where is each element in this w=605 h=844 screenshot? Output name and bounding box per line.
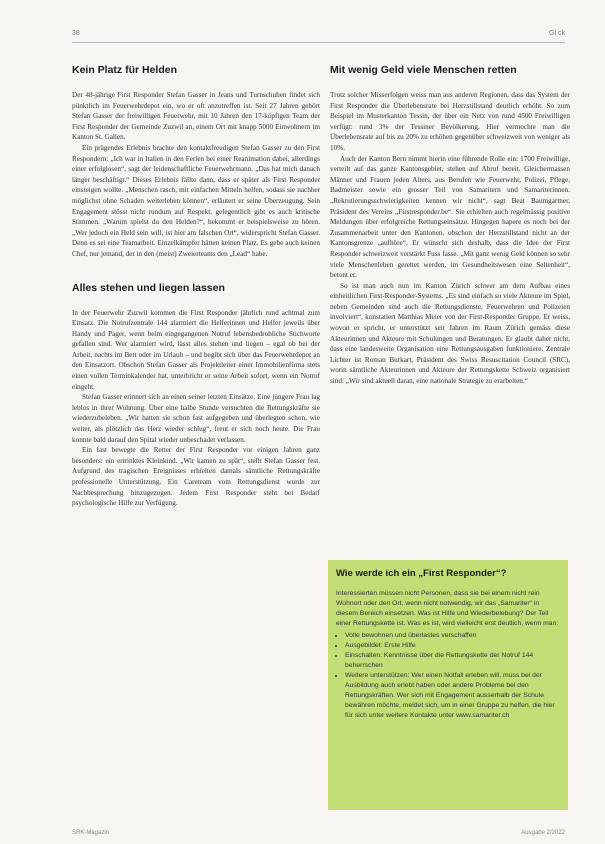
list-item: • Einschalten: Kenntnisse über die Rettungskette der Notruf 144 beherrschen [345,651,560,671]
paragraph: Trotz solcher Misserfolgen weiss man aus anderen Regionen, dass das System der First Responder die Überlebensrate bei Herzstillstand deutlich erhöht. So zum Beispiel im Musterkanton Tessin, der über ein Netz von rund 4500 Freiwilligen verfügt: rund 3% der Tessiner Bevölkerung. Hier vermochte man die Überlebensrate auf bis zu 20% zu erhöhen gegenüber schweizweit von weniger als 10%. [330,91,570,152]
list-item: • Volle bewohnen und überlastes verschaffen [345,631,560,641]
left-column [72,64,320,509]
section-heading: Kein Platz für Helden [72,64,178,76]
footer-left: SRK-Magazin [72,830,110,836]
top-rule [72,42,565,43]
footer-right: Ausgabe 2/2022 [521,830,565,836]
section-heading: Mit wenig Geld viele Menschen retten [330,64,517,76]
list-item: • Weitere unterstützen: Wer einen Notfall erleben will, muss bei der Ausbildung auch erlebt haben oder andere Probleme bei den Rettungskräften. Wer sich mit Engagement ausserhalb der Schule bewähren möchte, meldet sich, um in einer Gruppe zu helfen, die hier für sich unter weitere Kontakte unter www.samariter.ch [345,671,560,721]
right-column [330,64,570,387]
paragraph: Auch der Kanton Bern nimmt hierin eine führende Rolle ein: 1700 Freiwillige, verteilt auf das ganze Kantonsgebiet, stehen auf Abruf bereit. Gleichermassen Männer und Frauen jeden Alters, aus Berufen wie Feuerwehr, Polizei, Pflege, Badmeister sowie ein grosser Teil von Samaritern und Samariterinnen. „Rekrutierungsschwierigkeiten kennen wir nicht“, sagt Beat Baumgartner, Präsident des Vereins „Firstresponder.be“. Sie erhielten auch regelmässig positive Meldungen über erfolgreiche Rettungseinsätze. Hingegen hapere es noch bei der Zusammenarbeit unter den Kantonen, obschon der Herzstillstand nicht an der Kantonsgrenze „aufhöre“. Er wünscht sich deshalb, dass die Idee der First Responder schweizweit verstärkt Fuss fasse. „Mit ganz wenig Geld können so sehr viele Menschenleben gerettet werden, im Gesundheitswesen eine Seltenheit“, betont er. [330,154,570,280]
paragraph: In der Feuerwehr Zuzwil kommen die First Responder jährlich rund achtmal zum Einsatz. Die Notrufzentrale 144 alarmiert die Helferinnen und Helfer jeweils über Handy und Pager, wenn beim eingegangenen Notruf lebensbedrohliche Stichworte gefallen sind. Wer alarmiert wird, lässt alles stehen und liegen – egal ob bei der Arbeit, nachts im Bett oder im Urlaub – und begibt sich über das Feuerwehrdepot an den Einsatzort. Obschon Stefan Gasser als Projektleiter einer Immobilienfirma stets einen vollen Terminkalender hat, unterbricht er seine Arbeit sofort, wenn ein Notruf eingeht. [72,308,320,391]
info-box-intro: Interessierten müssen nicht Personen, dass sie bei einem nicht rein Wohnort oder den Ort, wenn nicht notwendig, wir das „Samariter“ in diesem Bereich einsetzen. Was ist Hilfe und Wiederbelebung? Der Teil einer Rettungskette ist. Was es ist, wird vielleicht erst deutlich, wenn man: [336,590,559,627]
paragraph: Ein prägendes Erlebnis brachte den kontaktfreudigen Stefan Gasser zu den First Respondern: „Ich war in Italien in den Ferien bei einer Reanimation dabei, allerdings einer erfolglosen“, sagt der leidenschaftliche Feuerwehrmann. „Das hat mich danach länger beschäftigt.“ Dieses Erlebnis fällte dann, dass er später als First Responder einsteigen wollte. „Menschen rasch, mit einfachen Mitteln helfen, sodass sie nachher möglichst ohne Schaden weiterleben können“, erläutert er seine Überzeugung. Sein Engagement stösst nicht rundum auf Respekt, gelegentlich gibt es auch kritische Stimmen. „Warum spielst du den Helden?“, bekommt er beispielsweise zu hören. „Wer jedoch ein Held sein will, ist hier am falschen Ort“, widerspricht Stefan Gasser. Denn es sei eine Teamarbeit. Einzelkämpfer hätten keinen Platz. Es gebe auch keinen Chef, nur jemand, der in den (meist) Zweierteams den „Lead“ habe. [72,143,320,258]
paragraph: Der 48-jährige First Responder Stefan Gasser in Jeans und Turnschuhen findet sich pünktlich im Feuerwehrdepot ein, wo er oft anzutreffen ist. Seit 27 Jahren gehört Stefan Gasser der freiwilligen Feuerwehr, mit 10 Jahren den 17-köpfigen Team der First Responder der Gemeinde Zuzwil an, einem Ort mit knapp 5000 Einwohnern im Kanton St. Gallen. [72,91,320,142]
page-number: 38 [72,30,80,37]
paragraph: Stefan Gasser erinnert sich an einen seiner letzten Einsätze. Eine jüngere Frau lag leblos in ihrer Wohnung. Über eine halbe Stunde versuchten die Rettungskräfte sie wiederzubeleben. „Wir hatten sie schon fast aufgegeben und überlegten schon, wie weiter, als plötzlich das Herz wieder schlug“, freut er sich noch heute. Die Frau konnte bald darauf den Spital wieder unbeschadet verlassen. [72,393,320,444]
info-box-list [336,631,560,721]
info-box [328,560,568,810]
paragraph: So ist man auch nun im Kanton Zürich schwer am dem Aufbau eines einheitlichen First-Responder-Systems. „Es sind einfach so viele Akteure im Spiel, neben Gemeinden sind auch die Rettungsdienste, Feuerwehren und Polizeien involviert“, konstatiert Matthias Meier von der First-Responder Gruppe. Er weiss, wovon er spricht, er unterstützt seit Jahren im Raum Zürich gemäss diese Akteurinnen und Akteure mit Schulungen und Beratungen. Er glaubt daher nicht, dass eine landesweite Organisation eine Rettungsausgaben funktioniere. Zentrale Lichter ist Roman Burkart, Präsident des Swiss Resuscitation Council (SRC), worin sämtliche Akteurinnen und Akteure der Rettungskette Schweiz organisiert sind: „Wir sind aktuell daran, eine nationale Strategie zu erarbeiten.“ [330,281,570,386]
list-item: • Ausgebildet: Erste Hilfe [345,641,560,651]
info-box-title: Wie werde ich ein „First Responder“? [336,568,507,579]
section-label: Gl ck [549,30,565,37]
paragraph: Ein fast bewegte die Retter der First Responder vor einigen Jahren ganz besonders: ein ertrinktes Kleinkind. „Wir kamen zu spät“, stellt Stefan Gasser fest. Aufgrund des tragischen Ereignisses erhielten damals sämtliche Rettungskräfte professionelle Unterstützung. Ein Careteam vom Rettungsdienst wurde zur Nachbesprechung hinzugezogen. Jedem First Responder steht bei Bedarf psychologische Hilfe zur Verfügung. [72,446,320,508]
section-heading: Alles stehen und liegen lassen [72,281,225,294]
